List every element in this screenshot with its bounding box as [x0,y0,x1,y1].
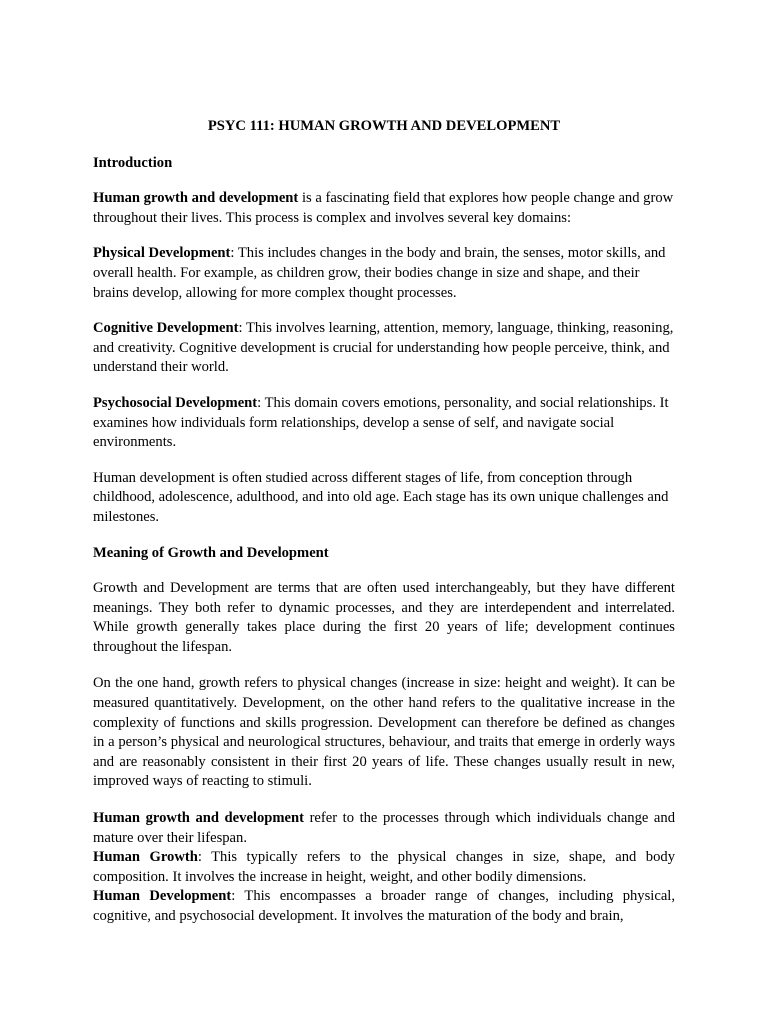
human-development-text: : This encompasses a broader range of changes, including physical, cognitive, and psychosocial development. It involves the maturation of the body and brain, [93,888,675,924]
document-body [93,117,675,927]
physical-development-paragraph [93,244,675,303]
human-growth-term: Human Growth [93,849,198,866]
psychosocial-development-paragraph [93,394,675,453]
intro-paragraph [93,189,675,228]
meaning-paragraph-2: On the one hand, growth refers to physical changes (increase in size: height and weight). It can be measured quantitatively. Development, on the other hand refers to the qualitative increase in the complexity of functions and skills progression. Development can therefore be defined as changes in a person’s physical and neurological structures, behaviour, and traits that emerge in orderly ways and are reasonably consistent in their first 20 years of life. These changes usually result in new, improved ways of reacting to stimuli. [93,675,675,790]
human-growth-text: : This typically refers to the physical changes in size, shape, and body composition. It involves the increase in height, weight, and other bodily dimensions. [93,849,675,885]
hgd-definition-paragraph [93,809,675,848]
introduction-heading: Introduction [93,154,173,171]
psychosocial-development-term: Psychosocial Development [93,394,258,411]
life-stages-paragraph: Human development is often studied across different stages of life, from conception through childhood, adolescence, adulthood, and into old age. Each stage has its own unique challenges and milestones. [93,469,669,525]
psychosocial-development-text: : This domain covers emotions, personality, and social relationships. It examines how individuals form relationships, develop a sense of self, and navigate social environments. [93,394,669,451]
meaning-heading: Meaning of Growth and Development [93,544,329,561]
hgd-definition-term: Human growth and development [93,810,305,827]
cognitive-development-term: Cognitive Development [93,320,239,337]
human-growth-paragraph [93,848,675,887]
physical-development-term: Physical Development [93,245,231,262]
physical-development-text: : This includes changes in the body and brain, the senses, motor skills, and overall health. For example, as children grow, their bodies change in size and shape, and their brains develop, allowing for more complex thought processes. [93,245,666,301]
cognitive-development-text: : This involves learning, attention, memory, language, thinking, reasoning, and creativity. Cognitive development is crucial for understanding how people perceive, think, and understand their world. [93,320,674,376]
human-development-paragraph [93,887,675,926]
hgd-definition-text: refer to the processes through which individuals change and mature over their lifespan. [93,810,675,846]
cognitive-development-paragraph [93,319,675,378]
intro-bold-term: Human growth and development [93,190,299,207]
intro-text: is a fascinating field that explores how people change and grow throughout their lives. This process is complex and involves several key domains: [93,190,674,226]
human-development-term: Human Development [93,888,232,905]
page-title: PSYC 111: HUMAN GROWTH AND DEVELOPMENT [207,118,561,134]
meaning-paragraph-1: Growth and Development are terms that are often used interchangeably, but they have different meanings. They both refer to dynamic processes, and they are interdependent and interrelated. While growth generally takes place during the first 20 years of life; development continues throughout the lifespan. [93,580,675,655]
